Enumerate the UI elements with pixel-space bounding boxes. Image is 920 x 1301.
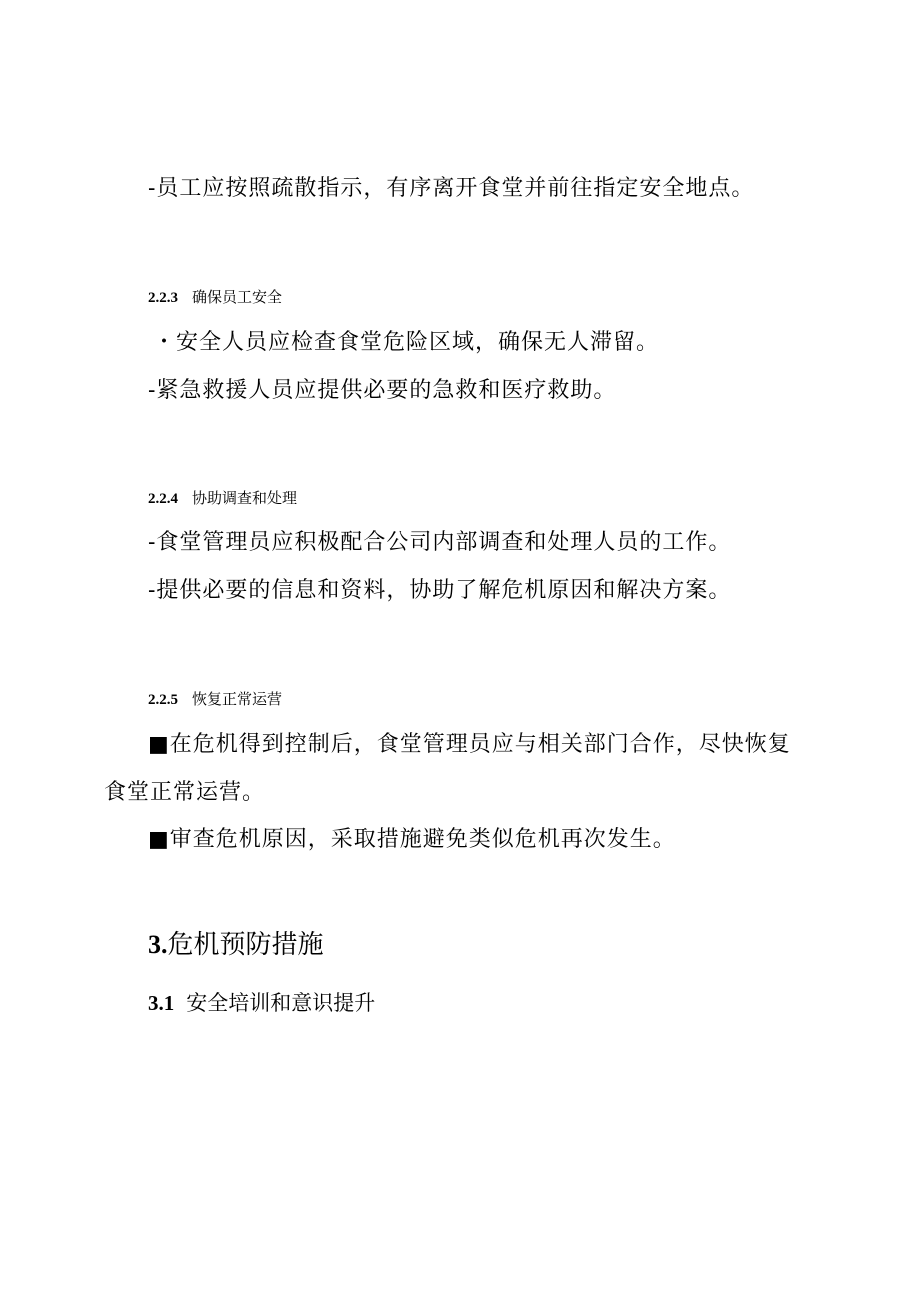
list-item: -提供必要的信息和资料，协助了解危机原因和解决方案。: [148, 578, 732, 603]
section-number: 3.: [148, 930, 168, 959]
evacuation-instruction: -员工应按照疏散指示，有序离开食堂并前往指定安全地点。: [148, 176, 755, 201]
section-title: 恢复正常运营: [192, 690, 283, 708]
section-title: 确保员工安全: [192, 288, 283, 306]
section-2-2-3-heading: [148, 290, 282, 306]
section-number: 2.2.3: [148, 290, 178, 306]
section-title: 安全培训和意识提升: [186, 991, 376, 1015]
section-title: 危机预防措施: [167, 930, 324, 960]
section-3-1-heading: [148, 993, 375, 1014]
list-item: ・安全人员应检查食堂危险区域，确保无人滞留。: [153, 330, 660, 355]
section-2-2-4-heading: [148, 491, 297, 507]
chapter-3-heading: [148, 932, 324, 958]
list-item: -食堂管理员应积极配合公司内部调查和处理人员的工作。: [148, 530, 732, 555]
list-item-continuation: 食堂正常运营。: [104, 780, 266, 805]
list-item: ■审查危机原因，采取措施避免类似危机再次发生。: [148, 827, 676, 852]
list-item: ■在危机得到控制后，食堂管理员应与相关部门合作，尽快恢复: [148, 732, 791, 757]
section-title: 协助调查和处理: [192, 489, 298, 507]
section-number: 2.2.5: [148, 692, 178, 708]
section-2-2-5-heading: [148, 692, 282, 708]
list-item: -紧急救援人员应提供必要的急救和医疗救助。: [148, 378, 617, 403]
section-number: 2.2.4: [148, 491, 178, 507]
section-number: 3.1: [148, 991, 175, 1015]
